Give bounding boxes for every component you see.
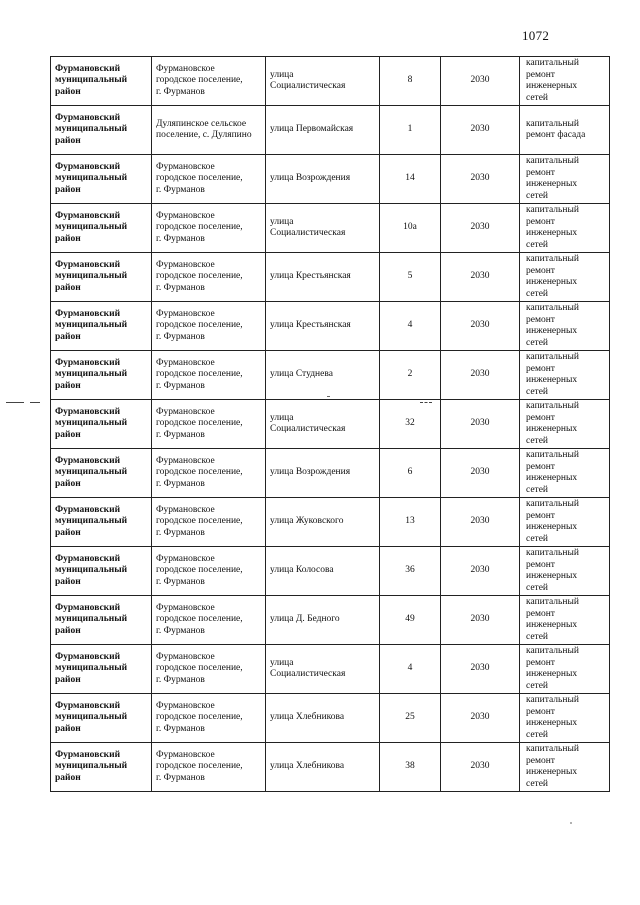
district-cell-text: Фурмановский муниципальный район bbox=[55, 259, 128, 293]
settlement-cell bbox=[152, 204, 266, 253]
district-cell-text: Фурмановский муниципальный район bbox=[55, 553, 128, 587]
year-cell-text: 2030 bbox=[470, 222, 490, 233]
house-number-cell-text: 4 bbox=[407, 320, 413, 331]
street-cell-text: улица Социалистическая bbox=[270, 69, 346, 91]
work-type-cell-text: капитальный ремонт инженерных сетей bbox=[526, 597, 579, 642]
street-cell bbox=[266, 204, 380, 253]
district-cell bbox=[51, 596, 152, 645]
settlement-cell bbox=[152, 547, 266, 596]
settlement-cell-text: Дуляпинское сельское поселение, с. Дуляпино bbox=[156, 118, 252, 140]
district-cell bbox=[51, 645, 152, 694]
district-cell-text: Фурмановский муниципальный район bbox=[55, 210, 128, 244]
work-type-cell bbox=[520, 547, 610, 596]
settlement-cell bbox=[152, 57, 266, 106]
settlement-cell-text: Фурмановское городское поселение, г. Фурманов bbox=[156, 259, 243, 293]
settlement-cell bbox=[152, 498, 266, 547]
street-cell bbox=[266, 351, 380, 400]
work-type-cell-text: капитальный ремонт инженерных сетей bbox=[526, 254, 579, 299]
work-type-cell-text: капитальный ремонт инженерных сетей bbox=[526, 401, 579, 446]
house-number-cell-text: 49 bbox=[405, 614, 415, 625]
house-number-cell-text: 5 bbox=[407, 271, 413, 282]
house-number-cell-text: 2 bbox=[407, 369, 413, 380]
street-cell bbox=[266, 302, 380, 351]
work-type-cell bbox=[520, 449, 610, 498]
year-cell-text: 2030 bbox=[470, 761, 490, 772]
scan-margin-mark bbox=[30, 402, 40, 403]
district-cell bbox=[51, 351, 152, 400]
settlement-cell bbox=[152, 302, 266, 351]
year-cell bbox=[441, 645, 520, 694]
year-cell-text: 2030 bbox=[470, 320, 490, 331]
district-cell bbox=[51, 547, 152, 596]
table-row bbox=[51, 155, 610, 204]
house-number-cell bbox=[380, 204, 441, 253]
house-number-cell-text: 10а bbox=[403, 222, 417, 233]
street-cell bbox=[266, 449, 380, 498]
street-cell-text: улица Социалистическая bbox=[270, 657, 346, 679]
year-cell-text: 2030 bbox=[470, 614, 490, 625]
district-cell-text: Фурмановский муниципальный район bbox=[55, 700, 128, 734]
settlement-cell bbox=[152, 253, 266, 302]
year-cell-text: 2030 bbox=[470, 124, 490, 135]
district-cell bbox=[51, 449, 152, 498]
house-number-cell bbox=[380, 743, 441, 792]
district-cell-text: Фурмановский муниципальный район bbox=[55, 602, 128, 636]
scan-margin-mark bbox=[6, 402, 24, 403]
year-cell-text: 2030 bbox=[470, 663, 490, 674]
scan-speck bbox=[570, 822, 572, 824]
street-cell-text: улица Возрождения bbox=[270, 173, 351, 184]
work-type-cell-text: капитальный ремонт инженерных сетей bbox=[526, 205, 579, 250]
street-cell-text: улица Жуковского bbox=[270, 516, 344, 527]
house-number-cell bbox=[380, 155, 441, 204]
settlement-cell-text: Фурмановское городское поселение, г. Фурманов bbox=[156, 749, 243, 783]
street-cell-text: улица Хлебникова bbox=[270, 761, 345, 772]
year-cell-text: 2030 bbox=[470, 516, 490, 527]
settlement-cell bbox=[152, 106, 266, 155]
settlement-cell-text: Фурмановское городское поселение, г. Фурманов bbox=[156, 455, 243, 489]
district-cell bbox=[51, 106, 152, 155]
work-type-cell bbox=[520, 204, 610, 253]
settlement-cell-text: Фурмановское городское поселение, г. Фурманов bbox=[156, 602, 243, 636]
work-type-cell-text: капитальный ремонт инженерных сетей bbox=[526, 450, 579, 495]
table-row bbox=[51, 106, 610, 155]
year-cell bbox=[441, 743, 520, 792]
district-cell-text: Фурмановский муниципальный район bbox=[55, 749, 128, 783]
street-cell-text: улица Хлебникова bbox=[270, 712, 345, 723]
street-cell bbox=[266, 253, 380, 302]
street-cell bbox=[266, 645, 380, 694]
settlement-cell-text: Фурмановское городское поселение, г. Фурманов bbox=[156, 651, 243, 685]
work-type-cell-text: капитальный ремонт фасада bbox=[526, 118, 586, 140]
work-type-cell-text: капитальный ремонт инженерных сетей bbox=[526, 352, 579, 397]
district-cell bbox=[51, 498, 152, 547]
year-cell bbox=[441, 155, 520, 204]
year-cell bbox=[441, 351, 520, 400]
district-cell bbox=[51, 302, 152, 351]
table-row bbox=[51, 351, 610, 400]
district-cell-text: Фурмановский муниципальный район bbox=[55, 161, 128, 195]
work-type-cell-text: капитальный ремонт инженерных сетей bbox=[526, 58, 579, 103]
house-number-cell bbox=[380, 596, 441, 645]
settlement-cell-text: Фурмановское городское поселение, г. Фурманов bbox=[156, 308, 243, 342]
district-cell-text: Фурмановский муниципальный район bbox=[55, 63, 128, 97]
table-row bbox=[51, 400, 610, 449]
street-cell-text: улица Первомайская bbox=[270, 124, 354, 135]
work-type-cell bbox=[520, 694, 610, 743]
street-cell bbox=[266, 57, 380, 106]
table-row bbox=[51, 547, 610, 596]
settlement-cell bbox=[152, 743, 266, 792]
district-cell bbox=[51, 743, 152, 792]
work-type-cell-text: капитальный ремонт инженерных сетей bbox=[526, 156, 579, 201]
work-type-cell bbox=[520, 57, 610, 106]
year-cell bbox=[441, 694, 520, 743]
district-cell-text: Фурмановский муниципальный район bbox=[55, 112, 128, 146]
house-number-cell-text: 8 bbox=[407, 75, 413, 86]
year-cell-text: 2030 bbox=[470, 565, 490, 576]
settlement-cell-text: Фурмановское городское поселение, г. Фурманов bbox=[156, 504, 243, 538]
work-type-cell bbox=[520, 645, 610, 694]
work-type-cell bbox=[520, 596, 610, 645]
settlement-cell bbox=[152, 449, 266, 498]
street-cell-text: улица Социалистическая bbox=[270, 412, 346, 434]
settlement-cell-text: Фурмановское городское поселение, г. Фурманов bbox=[156, 63, 243, 97]
settlement-cell bbox=[152, 155, 266, 204]
year-cell bbox=[441, 498, 520, 547]
street-cell bbox=[266, 596, 380, 645]
work-type-cell bbox=[520, 155, 610, 204]
settlement-cell-text: Фурмановское городское поселение, г. Фурманов bbox=[156, 700, 243, 734]
house-number-cell-text: 32 bbox=[405, 418, 415, 429]
table-row bbox=[51, 302, 610, 351]
work-type-cell-text: капитальный ремонт инженерных сетей bbox=[526, 499, 579, 544]
district-cell bbox=[51, 155, 152, 204]
work-type-cell-text: капитальный ремонт инженерных сетей bbox=[526, 646, 579, 691]
district-cell bbox=[51, 57, 152, 106]
house-number-cell-text: 38 bbox=[405, 761, 415, 772]
house-number-cell bbox=[380, 645, 441, 694]
street-cell-text: улица Социалистическая bbox=[270, 216, 346, 238]
work-type-cell bbox=[520, 253, 610, 302]
work-type-cell bbox=[520, 351, 610, 400]
year-cell bbox=[441, 106, 520, 155]
year-cell bbox=[441, 302, 520, 351]
work-type-cell-text: капитальный ремонт инженерных сетей bbox=[526, 695, 579, 740]
house-number-cell bbox=[380, 106, 441, 155]
house-number-cell bbox=[380, 253, 441, 302]
year-cell-text: 2030 bbox=[470, 75, 490, 86]
table-row bbox=[51, 743, 610, 792]
district-cell-text: Фурмановский муниципальный район bbox=[55, 308, 128, 342]
work-type-cell bbox=[520, 498, 610, 547]
year-cell bbox=[441, 57, 520, 106]
street-cell bbox=[266, 743, 380, 792]
district-cell-text: Фурмановский муниципальный район bbox=[55, 406, 128, 440]
settlement-cell bbox=[152, 596, 266, 645]
house-number-cell-text: 1 bbox=[407, 124, 413, 135]
table-row bbox=[51, 253, 610, 302]
district-cell bbox=[51, 253, 152, 302]
street-cell-text: улица Д. Бедного bbox=[270, 614, 340, 625]
house-number-cell-text: 25 bbox=[405, 712, 415, 723]
house-number-cell bbox=[380, 694, 441, 743]
street-cell bbox=[266, 694, 380, 743]
street-cell-text: улица Возрождения bbox=[270, 467, 351, 478]
table-row bbox=[51, 449, 610, 498]
year-cell bbox=[441, 400, 520, 449]
street-cell-text: улица Крестьянская bbox=[270, 271, 351, 282]
district-cell bbox=[51, 694, 152, 743]
street-cell-text: улица Студнева bbox=[270, 369, 333, 380]
work-type-cell bbox=[520, 106, 610, 155]
house-number-cell bbox=[380, 302, 441, 351]
settlement-cell bbox=[152, 694, 266, 743]
page-number: 1072 bbox=[522, 28, 550, 43]
house-number-cell-text: 4 bbox=[407, 663, 413, 674]
year-cell-text: 2030 bbox=[470, 271, 490, 282]
house-number-cell-text: 13 bbox=[405, 516, 415, 527]
district-cell bbox=[51, 204, 152, 253]
table-row bbox=[51, 596, 610, 645]
table-body bbox=[51, 57, 610, 792]
settlement-cell bbox=[152, 351, 266, 400]
table-row bbox=[51, 694, 610, 743]
house-number-cell-text: 6 bbox=[407, 467, 413, 478]
work-type-cell bbox=[520, 743, 610, 792]
street-cell-text: улица Крестьянская bbox=[270, 320, 351, 331]
year-cell bbox=[441, 204, 520, 253]
table-row bbox=[51, 498, 610, 547]
house-number-cell-text: 14 bbox=[405, 173, 415, 184]
street-cell bbox=[266, 547, 380, 596]
settlement-cell bbox=[152, 645, 266, 694]
settlement-cell-text: Фурмановское городское поселение, г. Фурманов bbox=[156, 210, 243, 244]
year-cell-text: 2030 bbox=[470, 369, 490, 380]
settlement-cell bbox=[152, 400, 266, 449]
house-number-cell-text: 36 bbox=[405, 565, 415, 576]
house-number-cell bbox=[380, 57, 441, 106]
settlement-cell-text: Фурмановское городское поселение, г. Фурманов bbox=[156, 161, 243, 195]
district-cell-text: Фурмановский муниципальный район bbox=[55, 651, 128, 685]
housing-repair-table bbox=[50, 56, 610, 792]
street-cell bbox=[266, 106, 380, 155]
settlement-cell-text: Фурмановское городское поселение, г. Фурманов bbox=[156, 553, 243, 587]
year-cell-text: 2030 bbox=[470, 467, 490, 478]
year-cell bbox=[441, 596, 520, 645]
settlement-cell-text: Фурмановское городское поселение, г. Фурманов bbox=[156, 406, 243, 440]
house-number-cell bbox=[380, 498, 441, 547]
work-type-cell-text: капитальный ремонт инженерных сетей bbox=[526, 548, 579, 593]
work-type-cell-text: капитальный ремонт инженерных сетей bbox=[526, 744, 579, 789]
district-cell bbox=[51, 400, 152, 449]
table-row bbox=[51, 645, 610, 694]
year-cell bbox=[441, 547, 520, 596]
street-cell bbox=[266, 155, 380, 204]
table-row bbox=[51, 204, 610, 253]
work-type-cell bbox=[520, 302, 610, 351]
settlement-cell-text: Фурмановское городское поселение, г. Фурманов bbox=[156, 357, 243, 391]
house-number-cell bbox=[380, 351, 441, 400]
year-cell-text: 2030 bbox=[470, 173, 490, 184]
house-number-cell bbox=[380, 547, 441, 596]
work-type-cell-text: капитальный ремонт инженерных сетей bbox=[526, 303, 579, 348]
district-cell-text: Фурмановский муниципальный район bbox=[55, 455, 128, 489]
table-row bbox=[51, 57, 610, 106]
work-type-cell bbox=[520, 400, 610, 449]
year-cell-text: 2030 bbox=[470, 418, 490, 429]
street-cell bbox=[266, 400, 380, 449]
district-cell-text: Фурмановский муниципальный район bbox=[55, 504, 128, 538]
street-cell-text: улица Колосова bbox=[270, 565, 334, 576]
street-cell bbox=[266, 498, 380, 547]
district-cell-text: Фурмановский муниципальный район bbox=[55, 357, 128, 391]
year-cell-text: 2030 bbox=[470, 712, 490, 723]
house-number-cell bbox=[380, 449, 441, 498]
year-cell bbox=[441, 253, 520, 302]
year-cell bbox=[441, 449, 520, 498]
house-number-cell bbox=[380, 400, 441, 449]
